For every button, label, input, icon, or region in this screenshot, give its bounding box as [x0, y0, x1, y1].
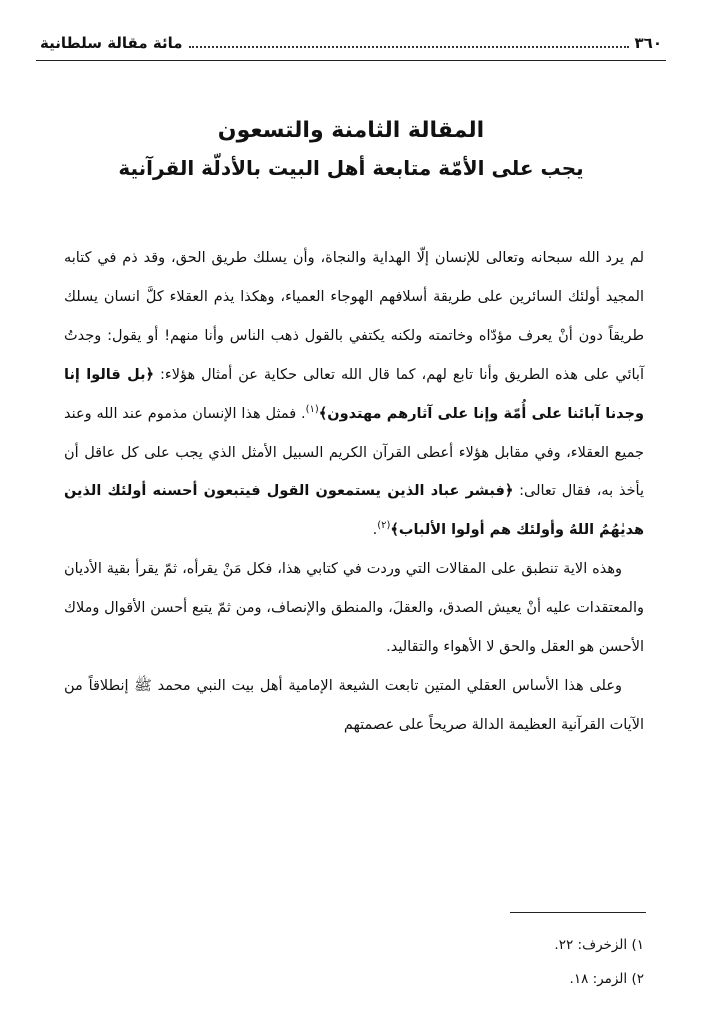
header-dot-leader	[189, 46, 629, 48]
article-body	[64, 239, 644, 745]
article-heading	[40, 112, 662, 186]
paragraph-2: وهذه الاية تنطبق على المقالات التي وردت في كتابي هذا، فكل مَنْ يقرأه، ثمّ يقرأ بقية الأديان والمعتقدات عليه أنْ يعيش الصدق، والعقلَ، والمنطق والإنصاف، ومن ثمّ يتبع أحسن الأقوال وملاك الأحسن هو العقل والحق لا الأهواء والتقاليد.	[64, 561, 644, 656]
footnotes	[64, 928, 644, 996]
paragraph-1	[64, 239, 644, 550]
quran-quote: ﴿فبشر عباد الذين يستمعون القول فيتبعون أحسنه أولئك الذين هديٰهُمُ اللهُ وأولئك هم أولوا الألباب﴾	[64, 483, 644, 539]
article-subtitle: يجب على الأمّة متابعة أهل البيت بالأدلّة القرآنية	[118, 156, 584, 180]
footnote-1: ١) الزخرف: ٢٢.	[554, 937, 644, 953]
paragraph-text: . فمثل هذا الإنسان مذموم عند الله وعند جميع العقلاء، وفي مقابل هؤلاء أعطى القرآن الكريم السبيل الأمثل الذي يجب على كل عاقل أن يأخذ به، فقال تعالى:	[64, 405, 645, 500]
quran-quote: ﴿بل قالوا إنا وجدنا آبائنا على أُمّة وإنا على آثارهم مهتدون﴾	[64, 366, 644, 422]
paragraph-3: وعلى هذا الأساس العقلي المتين تابعت الشيعة الإمامية أهل بيت النبي محمد ﷺ إنطلاقاً من الآيات القرآنية العظيمة الدالة صريحاً على عصمتهم	[64, 677, 644, 733]
book-title: مائة مقالة سلطانية	[40, 34, 183, 52]
article-title: المقالة الثامنة والتسعون	[217, 118, 485, 143]
footnote-ref: (٢)	[377, 520, 391, 532]
page-number: ٣٦٠	[634, 34, 662, 52]
running-header	[40, 32, 662, 54]
footnote-rule	[510, 912, 646, 913]
footnote-ref: (١)	[305, 403, 319, 415]
paragraph-text: .	[372, 522, 378, 539]
footnote-2: ٢) الزمر: ١٨.	[569, 971, 644, 987]
header-rule	[36, 60, 666, 61]
paragraph-text: لم يرد الله سبحانه وتعالى للإنسان إلّا الهداية والنجاة، وأن يسلك طريق الحق، وقد ذم في كتابه المجيد أولئك السائرين على طريقة أسلافهم الهوجاء العمياء، وهكذا يذم العقلاء كلَّ انسان يسلك طريقاً دون أنْ يعرف مؤدّاه وخاتمته ولكنه يكتفي بالقول ذهب الناس وأنا منهم! أو يقول: وجدتُ آبائي على هذه الطريق وأنا تابع لهم، كما قال الله تعالى حكاية عن أمثال هؤلاء:	[64, 250, 644, 383]
